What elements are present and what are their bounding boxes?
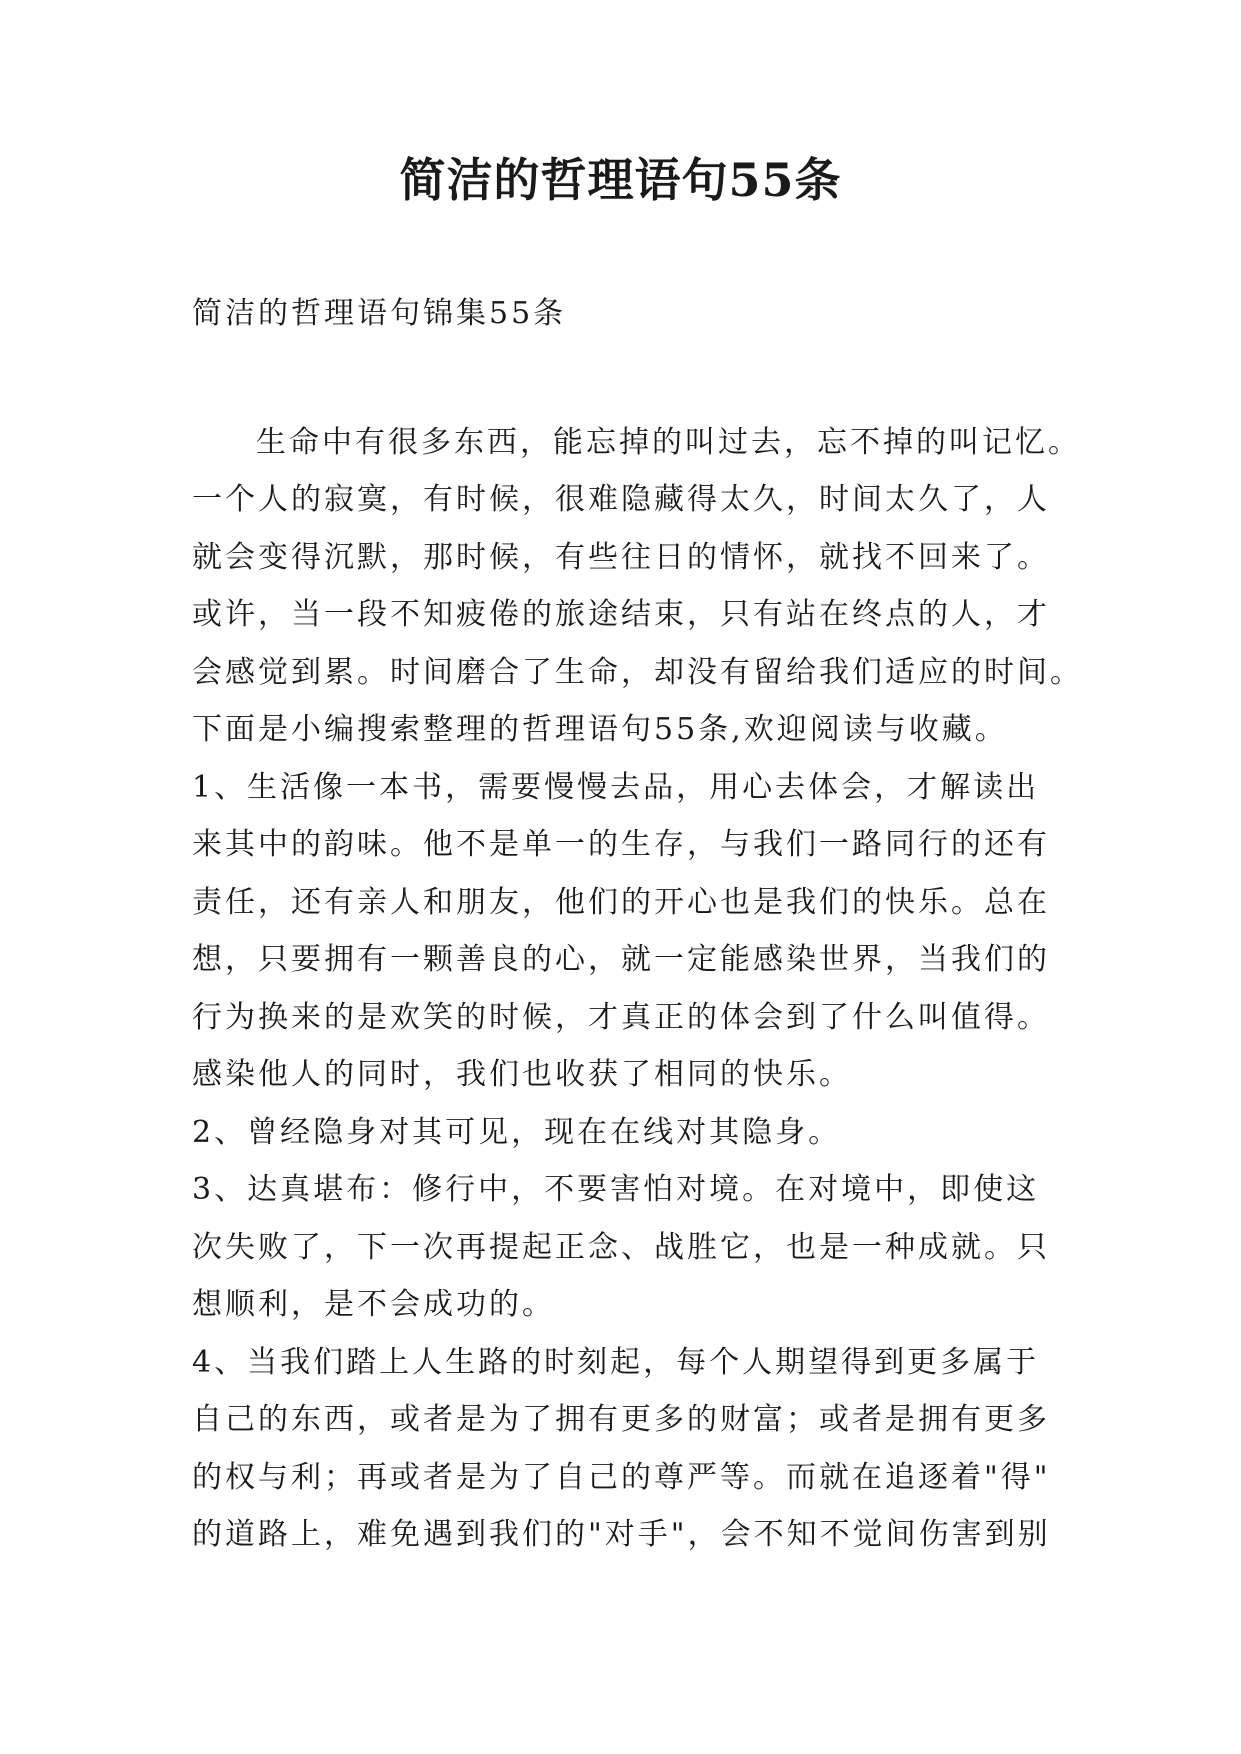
document-subtitle: 简洁的哲理语句锦集55条 — [192, 296, 567, 331]
list-item-line: 自己的东西，或者是为了拥有更多的财富；或者是拥有更多 — [192, 1402, 1050, 1437]
paragraph-line: 或许，当一段不知疲倦的旅途结束，只有站在终点的人，才 — [192, 597, 1050, 632]
list-item-line: 想顺利，是不会成功的。 — [192, 1287, 555, 1322]
paragraph-line: 生命中有很多东西，能忘掉的叫过去，忘不掉的叫记忆。 — [256, 424, 1081, 460]
paragraph-line: 下面是小编搜索整理的哲理语句55条,欢迎阅读与收藏。 — [192, 712, 1008, 747]
list-item-line: 3、达真堪布：修行中，不要害怕对境。在对境中，即使这 — [192, 1172, 1040, 1207]
list-item-line: 的权与利；再或者是为了自己的尊严等。而就在追逐着"得" — [192, 1459, 1051, 1495]
list-item-line: 想，只要拥有一颗善良的心，就一定能感染世界，当我们的 — [192, 942, 1050, 977]
list-item-line: 责任，还有亲人和朋友，他们的开心也是我们的快乐。总在 — [192, 884, 1050, 920]
list-item-line: 次失败了，下一次再提起正念、战胜它，也是一种成就。只 — [192, 1229, 1050, 1265]
document-title: 简洁的哲理语句55条 — [399, 153, 842, 207]
document-body — [192, 285, 1083, 1564]
paragraph-line: 就会变得沉默，那时候，有些往日的情怀，就找不回来了。 — [192, 539, 1050, 575]
paragraph-line: 会感觉到累。时间磨合了生命，却没有留给我们适应的时间。 — [192, 654, 1083, 690]
list-item-line: 4、当我们踏上人生路的时刻起，每个人期望得到更多属于 — [192, 1344, 1040, 1380]
list-item-line: 感染他人的同时，我们也收获了相同的快乐。 — [192, 1057, 852, 1092]
list-item-line: 来其中的韵味。他不是单一的生存，与我们一路同行的还有 — [192, 827, 1050, 862]
list-item-line: 1、生活像一本书，需要慢慢去品，用心去体会，才解读出 — [192, 769, 1040, 805]
paragraph-line: 一个人的寂寞，有时候，很难隐藏得太久，时间太久了，人 — [192, 482, 1050, 517]
list-item-line: 行为换来的是欢笑的时候，才真正的体会到了什么叫值得。 — [192, 999, 1050, 1035]
list-item-line: 的道路上，难免遇到我们的"对手"，会不知不觉间伤害到别 — [192, 1517, 1051, 1552]
list-item-line: 2、曾经隐身对其可见，现在在线对其隐身。 — [192, 1114, 842, 1150]
